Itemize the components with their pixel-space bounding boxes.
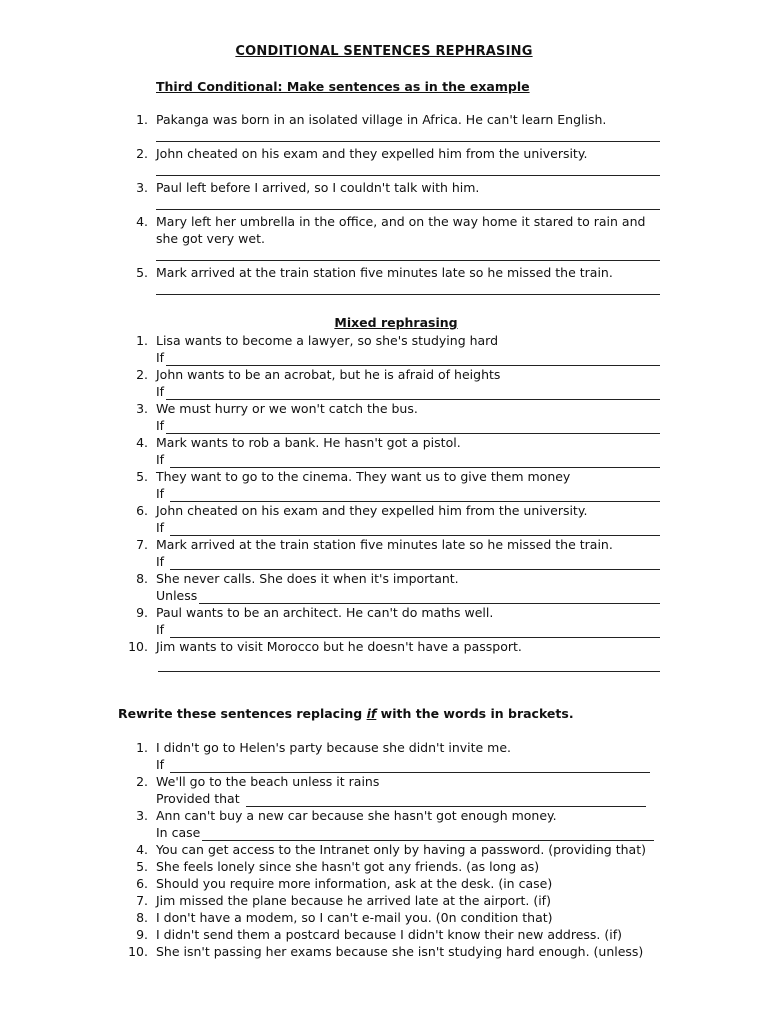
- list-item: [120, 111, 660, 145]
- answer-lead-text: If: [156, 757, 169, 772]
- answer-line[interactable]: [166, 421, 660, 434]
- item-number: 5.: [136, 859, 148, 874]
- item-text: Mark wants to rob a bank. He hasn't got a pistol.: [156, 435, 461, 450]
- answer-row: [156, 587, 660, 604]
- item-number: 10.: [128, 639, 148, 654]
- answer-line[interactable]: [246, 794, 646, 807]
- list-item: [120, 909, 660, 926]
- answer-lead-text: If: [156, 384, 165, 399]
- list-item: [120, 875, 660, 892]
- list-item: [120, 892, 660, 909]
- list-item: [120, 366, 660, 400]
- list-item: [120, 145, 660, 179]
- item-number: 1.: [136, 740, 148, 755]
- answer-line[interactable]: [170, 489, 660, 502]
- answer-row: [156, 824, 654, 841]
- item-number: 1.: [136, 112, 148, 127]
- answer-lead-text: Unless: [156, 588, 198, 603]
- list-item: [120, 400, 660, 434]
- item-text: She isn't passing her exams because she isn't studying hard enough. (unless): [156, 944, 644, 959]
- item-text: Mary left her umbrella in the office, and on the way home it stared to rain and she got very wet.: [156, 214, 646, 246]
- item-number: 8.: [136, 910, 148, 925]
- answer-row: [156, 621, 660, 638]
- list-item: [120, 773, 660, 807]
- instruction-emphasis: if: [366, 706, 377, 721]
- item-text: I don't have a modem, so I can't e-mail you. (0n condition that): [156, 910, 553, 925]
- page-title: CONDITIONAL SENTENCES REPHRASING: [235, 44, 533, 59]
- item-number: 7.: [136, 537, 148, 552]
- item-text: We must hurry or we won't catch the bus.: [156, 401, 418, 416]
- section2-heading: Mixed rephrasing: [334, 315, 458, 330]
- answer-line[interactable]: [170, 557, 660, 570]
- item-text: Should you require more information, ask at the desk. (in case): [156, 876, 553, 891]
- answer-lead-text: If: [156, 418, 165, 433]
- list-item: [120, 434, 660, 468]
- list-item: [120, 213, 660, 264]
- answer-lead-text: If: [156, 622, 169, 637]
- answer-lead-text: If: [156, 520, 169, 535]
- answer-row: [156, 485, 660, 502]
- item-text: They want to go to the cinema. They want us to give them money: [156, 469, 571, 484]
- item-text: John wants to be an acrobat, but he is afraid of heights: [156, 367, 501, 382]
- answer-line[interactable]: [170, 760, 650, 773]
- item-text: Paul left before I arrived, so I couldn't talk with him.: [156, 180, 480, 195]
- answer-row: [156, 451, 660, 468]
- list-item: [120, 858, 660, 875]
- item-number: 6.: [136, 503, 148, 518]
- answer-line[interactable]: [156, 196, 660, 210]
- answer-lead-text: If: [156, 350, 165, 365]
- section1-heading: Third Conditional: Make sentences as in the example: [156, 79, 530, 94]
- item-number: 9.: [136, 605, 148, 620]
- answer-line[interactable]: [170, 625, 660, 638]
- answer-line[interactable]: [170, 523, 660, 536]
- answer-line[interactable]: [202, 828, 654, 841]
- answer-row: [156, 790, 646, 807]
- item-text: Jim missed the plane because he arrived late at the airport. (if): [156, 893, 551, 908]
- item-number: 9.: [136, 927, 148, 942]
- section1-list: [120, 111, 660, 298]
- item-text: Mark arrived at the train station five minutes late so he missed the train.: [156, 537, 613, 552]
- list-item: [120, 502, 660, 536]
- answer-line[interactable]: [166, 387, 660, 400]
- answer-line[interactable]: [156, 281, 660, 295]
- item-text: Mark arrived at the train station five minutes late so he missed the train.: [156, 265, 613, 280]
- item-text: I didn't go to Helen's party because she didn't invite me.: [156, 740, 512, 755]
- item-text: Lisa wants to become a lawyer, so she's studying hard: [156, 333, 499, 348]
- answer-row: [156, 756, 650, 773]
- list-item: [120, 570, 660, 604]
- item-text: John cheated on his exam and they expelled him from the university.: [156, 503, 588, 518]
- list-item: [120, 332, 660, 366]
- answer-line[interactable]: [199, 591, 660, 604]
- item-number: 10.: [128, 944, 148, 959]
- item-text: John cheated on his exam and they expelled him from the university.: [156, 146, 588, 161]
- list-item: [120, 638, 660, 672]
- answer-row: [156, 519, 660, 536]
- answer-line[interactable]: [170, 455, 660, 468]
- section3-list: [120, 739, 660, 960]
- item-text: I didn't send them a postcard because I didn't know their new address. (if): [156, 927, 623, 942]
- item-number: 5.: [136, 469, 148, 484]
- answer-lead-text: If: [156, 452, 169, 467]
- list-item: [120, 179, 660, 213]
- section3-instruction: Rewrite these sentences replacing if with the words in brackets.: [118, 706, 574, 721]
- answer-line[interactable]: [166, 353, 660, 366]
- item-number: 5.: [136, 265, 148, 280]
- item-number: 2.: [136, 774, 148, 789]
- item-number: 4.: [136, 214, 148, 229]
- answer-lead-text: If: [156, 486, 169, 501]
- item-number: 6.: [136, 876, 148, 891]
- item-text: Paul wants to be an architect. He can't do maths well.: [156, 605, 494, 620]
- item-number: 4.: [136, 435, 148, 450]
- item-number: 3.: [136, 401, 148, 416]
- item-text: You can get access to the Intranet only by having a password. (providing that): [156, 842, 646, 857]
- list-item: [120, 807, 660, 841]
- answer-row: [156, 655, 660, 672]
- item-number: 4.: [136, 842, 148, 857]
- item-text: We'll go to the beach unless it rains: [156, 774, 380, 789]
- answer-line[interactable]: [158, 659, 660, 672]
- answer-row: [156, 349, 660, 366]
- item-number: 3.: [136, 808, 148, 823]
- item-number: 1.: [136, 333, 148, 348]
- answer-lead-text: In case: [156, 825, 201, 840]
- answer-lead-text: If: [156, 554, 169, 569]
- answer-row: [156, 553, 660, 570]
- item-number: 2.: [136, 146, 148, 161]
- item-number: 2.: [136, 367, 148, 382]
- answer-line[interactable]: [156, 162, 660, 176]
- answer-row: [156, 383, 660, 400]
- list-item: [120, 264, 660, 298]
- answer-row: [156, 417, 660, 434]
- item-number: 3.: [136, 180, 148, 195]
- item-text: She feels lonely since she hasn't got any friends. (as long as): [156, 859, 540, 874]
- list-item: [120, 536, 660, 570]
- list-item: [120, 841, 660, 858]
- answer-line[interactable]: [156, 247, 660, 261]
- answer-lead-text: Provided that: [156, 791, 244, 806]
- item-number: 8.: [136, 571, 148, 586]
- item-text: Jim wants to visit Morocco but he doesn't have a passport.: [156, 639, 522, 654]
- section2-list: [120, 332, 660, 672]
- item-text: Pakanga was born in an isolated village in Africa. He can't learn English.: [156, 112, 607, 127]
- item-text: She never calls. She does it when it's important.: [156, 571, 459, 586]
- item-number: 7.: [136, 893, 148, 908]
- answer-line[interactable]: [156, 128, 660, 142]
- list-item: [120, 468, 660, 502]
- list-item: [120, 604, 660, 638]
- item-text: Ann can't buy a new car because she hasn't got enough money.: [156, 808, 557, 823]
- list-item: [120, 739, 660, 773]
- list-item: [120, 926, 660, 943]
- list-item: [120, 943, 660, 960]
